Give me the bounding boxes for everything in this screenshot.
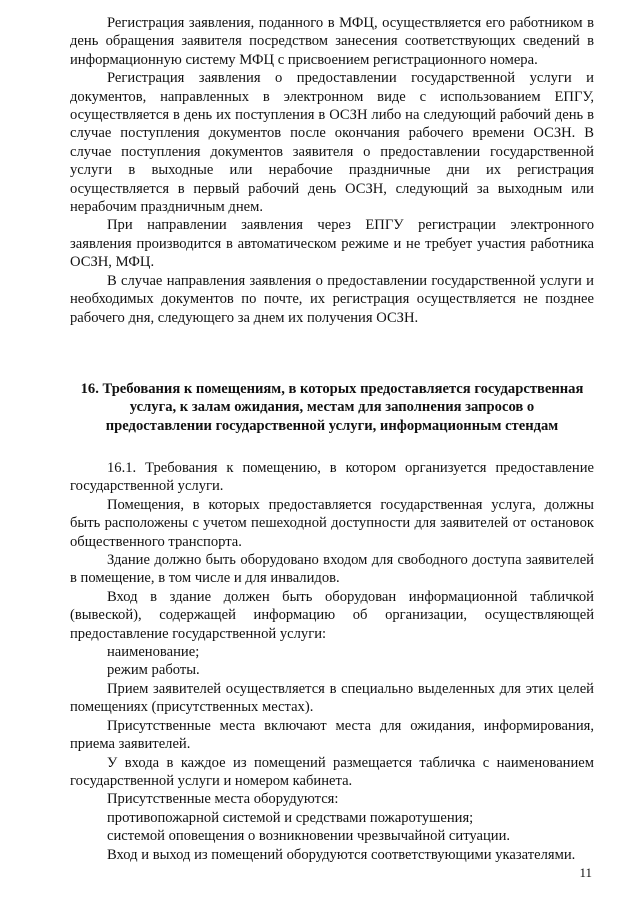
- list-item: противопожарной системой и средствами пожаротушения;: [107, 809, 474, 826]
- registration-paragraphs: [70, 14, 594, 327]
- list-item: наименование;: [107, 644, 200, 661]
- paragraph: Регистрация заявления, поданного в МФЦ, осуществляется его работником в день обращения заявителя посредством занесения соответствующих сведений в информационную систему МФЦ с присвоением регистрационного номера.: [70, 15, 594, 68]
- page-number: 11: [579, 865, 592, 880]
- paragraph: Регистрация заявления о предоставлении государственной услуги и документов, направленных в электронном виде с использованием ЕПГУ, осуществляется в день их поступления в ОСЗН либо на следующий рабочий день в случае поступления документов после окончания рабочего времени ОСЗН. В случае поступления документов заявителя о предоставлении государственной услуги в выходные или нерабочие праздничные дни их регистрация осуществляется в первый рабочий день ОСЗН, следующий за выходным или нерабочим праздничным днем.: [70, 70, 594, 216]
- paragraph: Здание должно быть оборудовано входом для свободного доступа заявителей в помещение, в том числе и для инвалидов.: [70, 552, 594, 587]
- paragraph: Присутственные места оборудуются:: [107, 791, 339, 808]
- paragraph: 16.1. Требования к помещению, в котором организуется предоставление государственной услуги.: [70, 460, 594, 495]
- paragraph: У входа в каждое из помещений размещается табличка с наименованием государственной услуги и номером кабинета.: [70, 754, 594, 789]
- section-heading-block: [70, 380, 594, 435]
- paragraph: В случае направления заявления о предоставлении государственной услуги и необходимых документов по почте, их регистрация осуществляется не позднее рабочего дня, следующего за днем их получения ОСЗН.: [70, 272, 594, 326]
- paragraph: Помещения, в которых предоставляется государственная услуга, должны быть расположены с учетом пешеходной доступности для заявителей от остановок общественного транспорта.: [70, 496, 594, 550]
- paragraph: Вход и выход из помещений оборудуются соответствующими указателями.: [107, 846, 576, 863]
- list-item: системой оповещения о возникновении чрезвычайной ситуации.: [107, 828, 511, 845]
- paragraph: При направлении заявления через ЕПГУ регистрации электронного заявления производится в автоматическом режиме и не требует участия работника ОСЗН, МФЦ.: [70, 217, 594, 271]
- paragraph: Прием заявителей осуществляется в специально выделенных для этих целей помещениях (присутственных местах).: [70, 680, 594, 716]
- section-heading: 16. Требования к помещениям, в которых предоставляется государственная услуга, к залам ожидания, местам для заполнения запросов о предоставлении государственной услуги, информационным стендам: [80, 381, 584, 434]
- paragraph: Присутственные места включают места для ожидания, информирования, приема заявителей.: [70, 717, 594, 753]
- premises-requirements-paragraphs: [70, 459, 594, 864]
- list-item: режим работы.: [107, 662, 200, 679]
- paragraph: Вход в здание должен быть оборудован информационной табличкой (вывеской), содержащей информацию об организации, осуществляющей предоставление государственной услуги:: [70, 588, 594, 642]
